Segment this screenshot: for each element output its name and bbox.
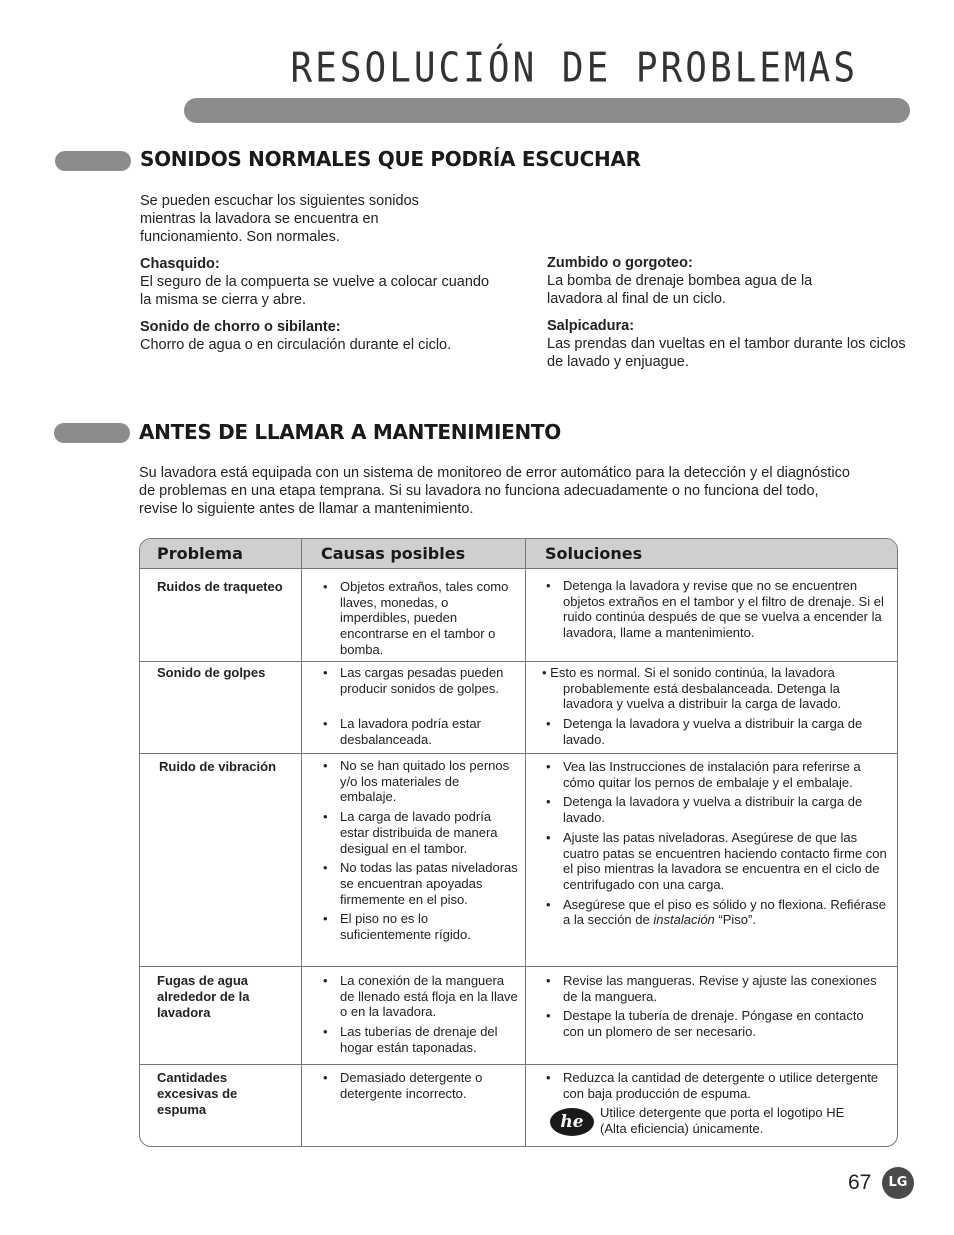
solution-item: • Detenga la lavadora y vuelva a distribuir la carga de lavado. xyxy=(542,716,887,747)
solution-item: • Vea las Instrucciones de instalación para referirse a cómo quitar los pernos de embalaje y el embalaje. xyxy=(542,759,887,790)
cause-item: • Objetos extraños, tales como llaves, monedas, o imperdibles, pueden encontrarse en el tambor o bomba. xyxy=(319,579,509,658)
sounds-intro: Se pueden escuchar los siguientes sonidos mientras la lavadora se encuentra en funcionamiento. Son normales. xyxy=(140,193,419,245)
column-divider xyxy=(301,539,302,1146)
sound-item-text: Chorro de agua o en circulación durante el ciclo. xyxy=(140,337,452,353)
row-solutions-espuma xyxy=(542,1070,892,1105)
solution-item: • Destape la tubería de drenaje. Póngase en contacto con un plomero de ser necesario. xyxy=(542,1008,887,1039)
cause-item: • La lavadora podría estar desbalanceada. xyxy=(319,716,519,747)
column-divider xyxy=(525,539,526,1146)
solution-emphasis: instalación xyxy=(653,912,715,928)
page-number: 67 xyxy=(848,1171,872,1194)
solution-item: • Revise las mangueras. Revise y ajuste las conexiones de la manguera. xyxy=(542,973,887,1004)
cause-item: • Las tuberías de drenaje del hogar están taponadas. xyxy=(319,1024,519,1055)
header-causas: Causas posibles xyxy=(321,544,466,563)
page-title: RESOLUCIÓN DE PROBLEMAS xyxy=(290,44,858,93)
row-causes-traqueteo xyxy=(319,579,509,662)
sound-item-zumbido xyxy=(547,254,857,308)
maintenance-heading: ANTES DE LLAMAR A MANTENIMIENTO xyxy=(139,420,561,444)
sound-item-text: El seguro de la compuerta se vuelve a colocar cuando la misma se cierra y abre. xyxy=(140,274,490,308)
section-pill-maintenance xyxy=(54,423,130,443)
solution-item xyxy=(542,897,887,928)
sound-item-chorro xyxy=(140,318,500,354)
list-spacer xyxy=(319,700,519,716)
row-divider xyxy=(140,753,897,754)
row-problem-vibracion: Ruido de vibración xyxy=(159,759,277,774)
sound-item-title: Zumbido o gorgoteo: xyxy=(547,255,693,271)
section-pill-sounds xyxy=(55,151,131,171)
solution-text: Asegúrese que el piso es sólido y no flexiona. Refiérase a la sección de xyxy=(563,896,887,928)
row-solutions-fugas xyxy=(542,973,887,1044)
cause-item: • No se han quitado los pernos y/o los materiales de embalaje. xyxy=(319,758,519,805)
row-causes-fugas xyxy=(319,973,519,1060)
row-problem-traqueteo: Ruidos de traqueteo xyxy=(157,579,283,594)
sound-item-salpicadura xyxy=(547,317,907,371)
row-problem-fugas: Fugas de agua alrededor de la lavadora xyxy=(157,973,250,1020)
row-solutions-traqueteo xyxy=(542,578,887,645)
solution-item: • Esto es normal. Si el sonido continúa, la lavadora probablemente está desbalanceada. Detenga la lavadora y vuelva a distribuir la carga de lavado. xyxy=(542,665,842,712)
solution-item: • Reduzca la cantidad de detergente o utilice detergente con baja producción de espuma. xyxy=(542,1070,892,1101)
cause-item: • La carga de lavado podría estar distribuida de manera desigual en el tambor. xyxy=(319,809,519,856)
he-logo-icon: he xyxy=(550,1108,594,1136)
row-divider xyxy=(140,1064,897,1065)
cause-item: • La conexión de la manguera de llenado está floja en la llave o en la lavadora. xyxy=(319,973,519,1020)
sound-item-title: Chasquido: xyxy=(140,256,220,272)
sound-item-title: Salpicadura: xyxy=(547,318,635,334)
sound-item-title: Sonido de chorro o sibilante: xyxy=(140,319,341,335)
sound-item-chasquido xyxy=(140,255,490,309)
lg-logo-icon: LG xyxy=(882,1167,914,1199)
sound-item-text: La bomba de drenaje bombea agua de la lavadora al final de un ciclo. xyxy=(547,273,813,307)
solution-item: • Detenga la lavadora y revise que no se encuentren objetos extraños en el tambor y el filtro de drenaje. Si el ruido continúa después de que se vuelva a encender la lavadora, llame a mantenimiento. xyxy=(542,578,887,641)
row-divider xyxy=(140,661,897,662)
row-solutions-vibracion xyxy=(542,759,887,932)
row-problem-espuma: Cantidades excesivas de espuma xyxy=(157,1070,238,1117)
row-problem-golpes: Sonido de golpes xyxy=(157,665,266,680)
maintenance-intro: Su lavadora está equipada con un sistema de monitoreo de error automático para la detección y el diagnóstico de problemas en una etapa temprana. Si su lavadora no funciona adecuadamente o no funciona del todo, revise lo siguiente antes de llamar a mantenimiento. xyxy=(139,465,850,517)
cause-item: • Las cargas pesadas pueden producir sonidos de golpes. xyxy=(319,665,519,696)
troubleshooting-table xyxy=(139,538,898,1147)
header-problema: Problema xyxy=(157,544,243,563)
row-causes-espuma xyxy=(319,1070,519,1105)
row-causes-golpes xyxy=(319,665,519,752)
sounds-heading: SONIDOS NORMALES QUE PODRÍA ESCUCHAR xyxy=(140,147,641,171)
he-note: Utilice detergente que porta el logotipo HE (Alta eficiencia) únicamente. xyxy=(600,1105,845,1136)
cause-item: • No todas las patas niveladoras se encuentran apoyadas firmemente en el piso. xyxy=(319,860,519,907)
sound-item-text: Las prendas dan vueltas en el tambor durante los ciclos de lavado y enjuague. xyxy=(547,336,906,370)
solution-item: • Detenga la lavadora y vuelva a distribuir la carga de lavado. xyxy=(542,794,887,825)
cause-item: • Demasiado detergente o detergente incorrecto. xyxy=(319,1070,519,1101)
title-bar-divider xyxy=(184,98,910,123)
row-causes-vibracion xyxy=(319,758,519,947)
table-header xyxy=(140,539,897,569)
cause-item: • El piso no es lo suficientemente rígido. xyxy=(319,911,519,942)
solution-text: “Piso”. xyxy=(718,912,756,928)
header-soluciones: Soluciones xyxy=(545,544,643,563)
solution-item: • Ajuste las patas niveladoras. Asegúrese de que las cuatro patas se encuentren haciendo contacto firme con el piso mientras la lavadora se encuentra en el ciclo de centrifugado con una carga. xyxy=(542,830,887,893)
row-divider xyxy=(140,966,897,967)
row-solutions-golpes xyxy=(542,665,887,752)
